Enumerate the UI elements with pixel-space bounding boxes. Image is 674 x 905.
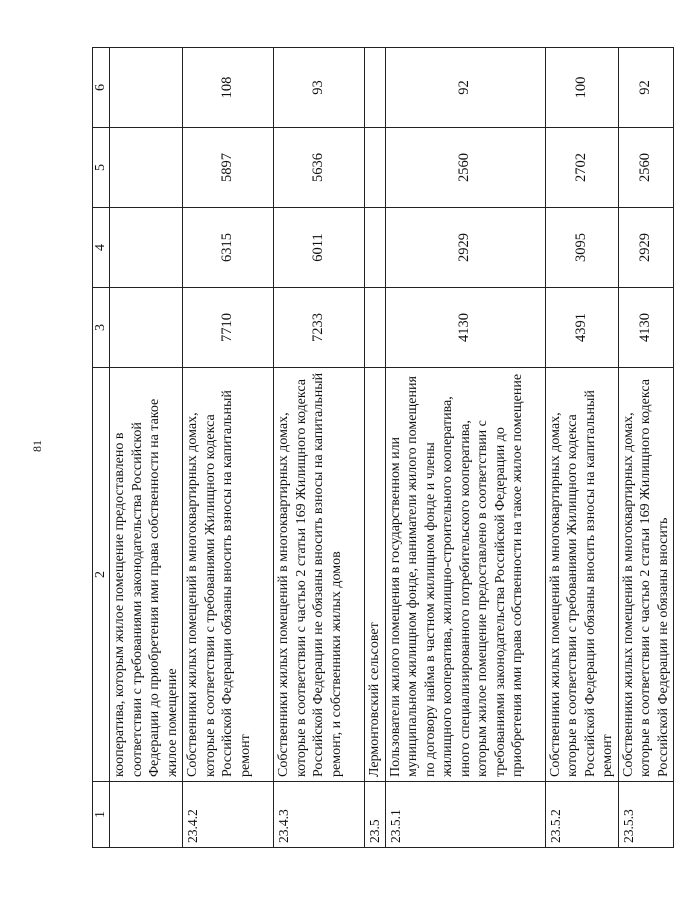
column-header: 5 — [93, 128, 110, 208]
table-row — [545, 48, 618, 848]
row-description — [545, 368, 618, 782]
row-description — [274, 368, 365, 782]
row-id: 23.5.2 — [545, 782, 618, 848]
table-row — [618, 48, 673, 848]
cell-col5: 5897 — [183, 128, 274, 208]
column-header: 2 — [93, 368, 110, 782]
cell-col3: 4391 — [545, 288, 618, 368]
row-id: 23.5.1 — [385, 782, 545, 848]
column-header: 3 — [93, 288, 110, 368]
row-description — [110, 368, 183, 782]
row-text: кооператива, которым жилое помещение предоставлено в соответствии с требованиями законодательства Российской Федерации до приобретения ими права собственности на такое жилое помещение — [112, 398, 180, 777]
cell-col6: 108 — [183, 48, 274, 128]
table-row — [274, 48, 365, 848]
cell-col3 — [365, 288, 386, 368]
page-number: 81 — [30, 440, 44, 452]
table-row — [183, 48, 274, 848]
table-row — [110, 48, 183, 848]
cell-col6: 100 — [545, 48, 618, 128]
cell-col3: 4130 — [385, 288, 545, 368]
tariff-table — [92, 47, 674, 848]
cell-col5: 2560 — [385, 128, 545, 208]
header-row — [93, 48, 110, 848]
column-header: 4 — [93, 208, 110, 288]
cell-col6: 93 — [274, 48, 365, 128]
row-id — [110, 782, 183, 848]
row-description — [365, 368, 386, 782]
row-text: Лермонтовский сельсовет — [367, 622, 382, 777]
cell-col5 — [110, 128, 183, 208]
row-id: 23.5 — [365, 782, 386, 848]
row-description — [183, 368, 274, 782]
row-text: Собственники жилых помещений в многоквартирных домах, которые в соответствии с частью 2 статьи 169 Жилищного кодекса Российской Федерации не обязаны вносить взносы на капитальный ремонт, и собственники жилых домов — [276, 372, 344, 777]
table-row — [365, 48, 386, 848]
cell-col5: 5636 — [274, 128, 365, 208]
row-id: 23.4.3 — [274, 782, 365, 848]
row-text: Собственники жилых помещений в многоквартирных домах, которые в соответствии с частью 2 статьи 169 Жилищного кодекса Российской Федерации не обязаны вносить — [620, 379, 671, 777]
column-header: 1 — [93, 782, 110, 848]
cell-col3: 4130 — [618, 288, 673, 368]
cell-col3 — [110, 288, 183, 368]
row-text: Собственники жилых помещений в многоквартирных домах, которые в соответствии с требованиями Жилищного кодекса Российской Федерации обязаны вносить взносы на капитальный ремонт — [547, 390, 615, 777]
row-id: 23.5.3 — [618, 782, 673, 848]
row-id: 23.4.2 — [183, 782, 274, 848]
cell-col4: 6315 — [183, 208, 274, 288]
row-description — [385, 368, 545, 782]
row-description — [618, 368, 673, 782]
cell-col4 — [365, 208, 386, 288]
cell-col3: 7233 — [274, 288, 365, 368]
cell-col5 — [365, 128, 386, 208]
cell-col6 — [110, 48, 183, 128]
cell-col6: 92 — [618, 48, 673, 128]
cell-col6 — [365, 48, 386, 128]
cell-col4: 3095 — [545, 208, 618, 288]
cell-col4: 6011 — [274, 208, 365, 288]
cell-col6: 92 — [385, 48, 545, 128]
table-row — [385, 48, 545, 848]
row-text: Собственники жилых помещений в многоквартирных домах, которые в соответствии с требованиями Жилищного кодекса Российской Федерации обязаны вносить взносы на капитальный ремонт — [185, 390, 253, 777]
cell-col5: 2560 — [618, 128, 673, 208]
cell-col5: 2702 — [545, 128, 618, 208]
rotated-table-container — [92, 48, 671, 848]
cell-col3: 7710 — [183, 288, 274, 368]
row-text: Пользователи жилого помещения в государственном или муниципальном жилищном фонде, наниматели жилого помещения по договору найма в частном жилищном фонде и члены жилищного кооператива, жилищно-строительного кооператива, иного специализированного потребительского кооператива, которым жилое помещение предоставлено в соответствии с требованиями законодательства Российской Федерации до приобретения ими права собственности на такое жилое помещение — [387, 373, 525, 777]
cell-col4: 2929 — [385, 208, 545, 288]
cell-col4 — [110, 208, 183, 288]
cell-col4: 2929 — [618, 208, 673, 288]
column-header: 6 — [93, 48, 110, 128]
